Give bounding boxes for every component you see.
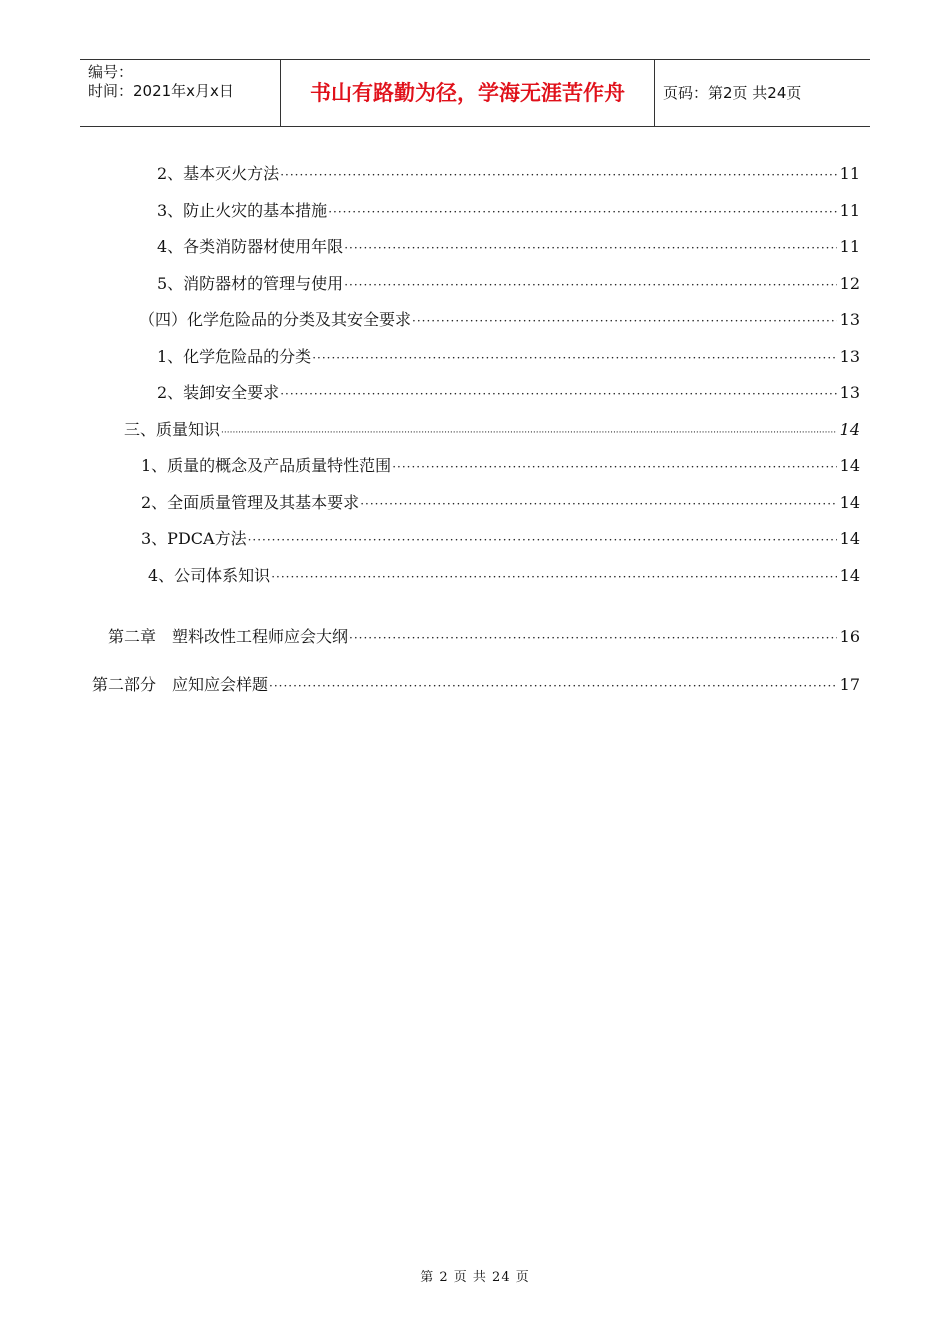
toc-leader-dots	[344, 241, 837, 255]
toc-leader-dots	[412, 314, 837, 328]
toc-entry-page: 11	[839, 201, 860, 220]
toc-entry-label: 1、质量的概念及产品质量特性范围	[141, 456, 392, 475]
toc-entry[interactable]	[157, 271, 860, 295]
toc-entry-label: 三、质量知识	[124, 420, 221, 439]
toc-leader-dots	[248, 533, 837, 547]
toc-entry[interactable]	[139, 307, 860, 331]
toc-leader-dots	[349, 631, 837, 645]
toc-entry[interactable]	[157, 234, 860, 258]
page-footer: 第 2 页 共 24 页	[420, 1270, 530, 1285]
toc-entry[interactable]	[157, 380, 860, 404]
document-number-label: 编号：	[88, 63, 134, 81]
toc-entry[interactable]	[141, 526, 860, 550]
toc-entry[interactable]	[148, 563, 860, 587]
toc-leader-dots	[221, 428, 837, 438]
toc-entry-label: 第二部分 应知应会样题	[92, 675, 269, 694]
toc-entry-label: 4、公司体系知识	[148, 566, 271, 585]
toc-entry-label: 2、基本灭火方法	[157, 164, 280, 183]
toc-entry-label: 3、防止火灾的基本措施	[157, 201, 328, 220]
toc-entry-label: 3、PDCA方法	[141, 529, 247, 548]
header-page-info: 页码：第2页 共24页	[663, 84, 802, 102]
toc-entry-page: 11	[839, 164, 860, 183]
toc-entry[interactable]	[157, 198, 860, 222]
toc-entry-page: 13	[839, 347, 860, 366]
page-header	[80, 59, 870, 127]
toc-entry-page: 17	[839, 675, 860, 694]
toc-entry-page: 13	[839, 310, 860, 329]
toc-leader-dots	[392, 460, 837, 474]
toc-leader-dots	[328, 205, 837, 219]
toc-entry-label: 1、化学危险品的分类	[157, 347, 312, 366]
toc-entry-page: 13	[839, 383, 860, 402]
header-meta	[80, 60, 281, 126]
toc-entry[interactable]	[157, 344, 860, 368]
toc-entry-label: 2、装卸安全要求	[157, 383, 280, 402]
toc-entry[interactable]	[141, 490, 860, 514]
toc-entry-label: 2、全面质量管理及其基本要求	[141, 493, 360, 512]
toc-leader-dots	[280, 387, 837, 401]
toc-entry-label: 4、各类消防器材使用年限	[157, 237, 344, 256]
toc-entry[interactable]	[92, 672, 860, 696]
toc-leader-dots	[280, 168, 837, 182]
toc-entry-page: 14	[839, 456, 860, 475]
toc-entry-page: 11	[839, 237, 860, 256]
toc-leader-dots	[312, 351, 837, 365]
toc-entry[interactable]	[157, 161, 860, 185]
toc-entry-page: 14	[839, 493, 860, 512]
toc-leader-dots	[344, 278, 837, 292]
toc-leader-dots	[360, 497, 837, 511]
header-motto: 书山有路勤为径，学海无涯苦作舟	[281, 60, 655, 126]
toc-entry[interactable]	[124, 417, 860, 441]
toc-leader-dots	[271, 570, 837, 584]
toc-entry-label: 5、消防器材的管理与使用	[157, 274, 344, 293]
toc-entry-page: 14	[839, 529, 860, 548]
toc-entry[interactable]	[108, 624, 860, 648]
toc-entry-page: 12	[839, 274, 860, 293]
toc-entry-page: 16	[839, 627, 860, 646]
toc-entry-page: 14	[839, 566, 860, 585]
document-time: 时间：2021年x月x日	[88, 82, 234, 100]
toc-entry[interactable]	[141, 453, 860, 477]
toc-entry-page: 14	[839, 420, 860, 439]
toc-leader-dots	[269, 679, 837, 693]
toc-entry-label: （四）化学危险品的分类及其安全要求	[139, 310, 412, 329]
toc-entry-label: 第二章 塑料改性工程师应会大纲	[108, 627, 349, 646]
